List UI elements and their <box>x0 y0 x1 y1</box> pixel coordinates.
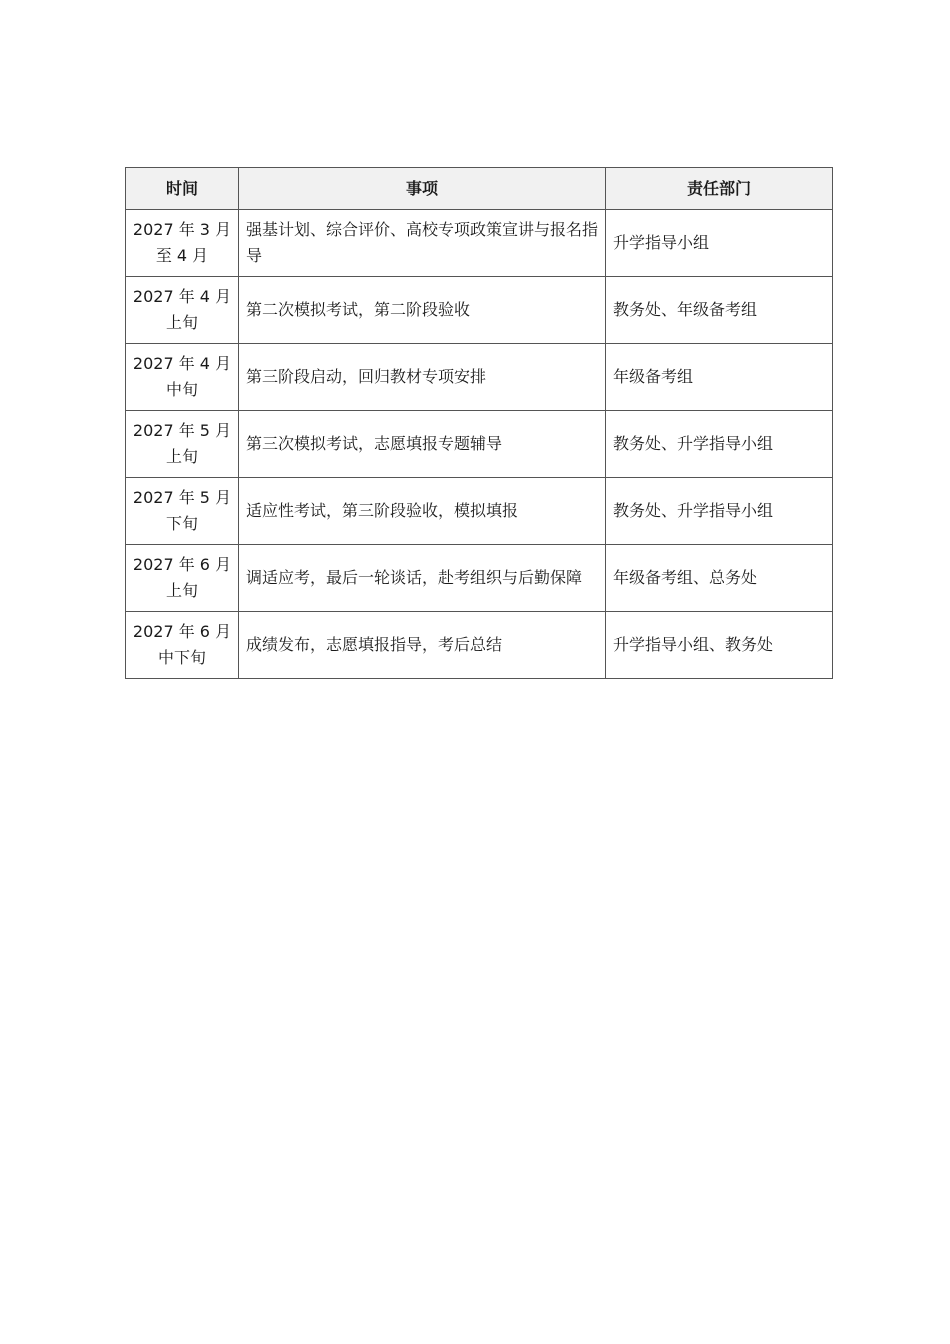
time-line: 2027 年 6 月 <box>132 622 232 641</box>
cell-item: 适应性考试，第三阶段验收，模拟填报 <box>239 478 606 545</box>
cell-dept: 教务处、升学指导小组 <box>606 411 833 478</box>
cell-item: 调适应考，最后一轮谈话，赴考组织与后勤保障 <box>239 545 606 612</box>
cell-time <box>126 344 239 411</box>
table-row <box>126 612 833 679</box>
time-line: 2027 年 5 月 <box>132 488 232 507</box>
time-line: 2027 年 6 月 <box>132 555 232 574</box>
cell-time <box>126 277 239 344</box>
table-row <box>126 411 833 478</box>
header-time: 时间 <box>126 168 239 210</box>
cell-time <box>126 478 239 545</box>
table-row <box>126 545 833 612</box>
schedule-table <box>125 167 833 679</box>
cell-item: 第三次模拟考试，志愿填报专题辅导 <box>239 411 606 478</box>
cell-dept: 教务处、年级备考组 <box>606 277 833 344</box>
table-row <box>126 277 833 344</box>
time-line: 上旬 <box>165 313 198 332</box>
time-line: 2027 年 5 月 <box>132 421 232 440</box>
cell-time <box>126 210 239 277</box>
cell-item: 第二次模拟考试，第二阶段验收 <box>239 277 606 344</box>
cell-item: 第三阶段启动，回归教材专项安排 <box>239 344 606 411</box>
time-line: 2027 年 4 月 <box>132 354 232 373</box>
cell-item: 强基计划、综合评价、高校专项政策宣讲与报名指导 <box>239 210 606 277</box>
time-line: 2027 年 3 月 <box>132 220 232 239</box>
header-dept: 责任部门 <box>606 168 833 210</box>
cell-time <box>126 545 239 612</box>
time-line: 2027 年 4 月 <box>132 287 232 306</box>
cell-item: 成绩发布，志愿填报指导，考后总结 <box>239 612 606 679</box>
time-line: 中旬 <box>165 380 198 399</box>
time-line: 至 4 月 <box>155 246 209 265</box>
table-header-row <box>126 168 833 210</box>
cell-dept: 年级备考组、总务处 <box>606 545 833 612</box>
time-line: 上旬 <box>165 581 198 600</box>
cell-time <box>126 411 239 478</box>
table-row <box>126 210 833 277</box>
table-row <box>126 344 833 411</box>
cell-time <box>126 612 239 679</box>
table-row <box>126 478 833 545</box>
header-item: 事项 <box>239 168 606 210</box>
time-line: 下旬 <box>165 514 198 533</box>
time-line: 上旬 <box>165 447 198 466</box>
cell-dept: 年级备考组 <box>606 344 833 411</box>
cell-dept: 升学指导小组 <box>606 210 833 277</box>
cell-dept: 升学指导小组、教务处 <box>606 612 833 679</box>
time-line: 中下旬 <box>157 648 206 667</box>
cell-dept: 教务处、升学指导小组 <box>606 478 833 545</box>
